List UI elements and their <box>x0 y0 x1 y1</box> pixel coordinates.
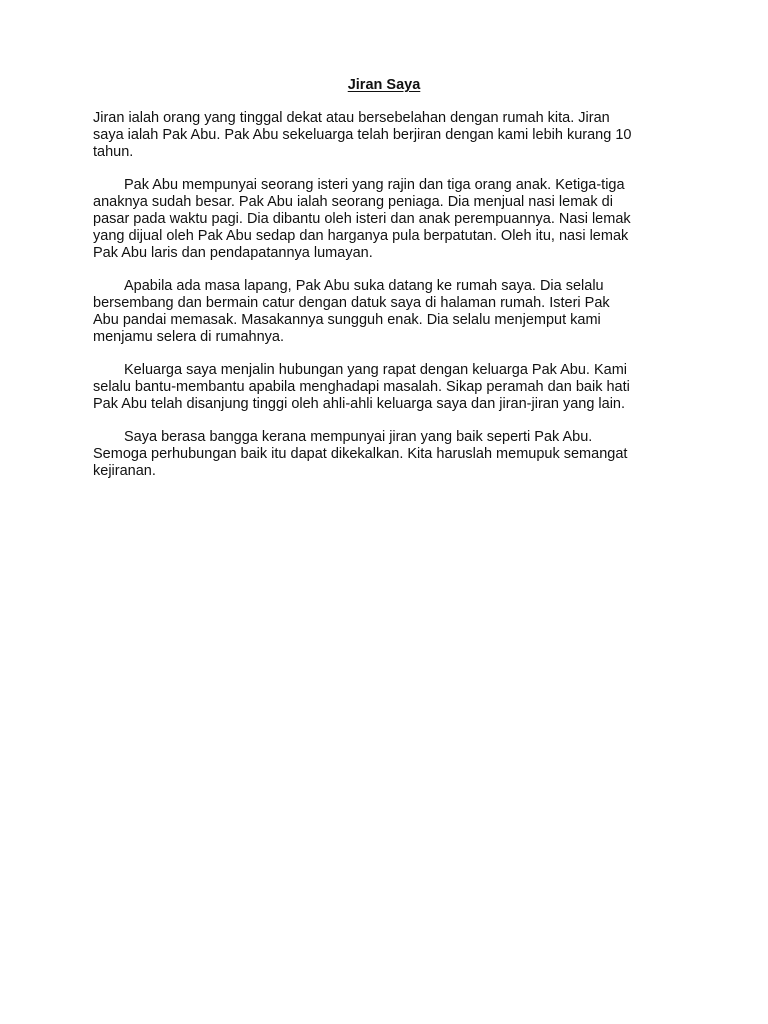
paragraph-4: Keluarga saya menjalin hubungan yang rapat dengan keluarga Pak Abu. Kami selalu bantu-membantu apabila menghadapi masalah. Sikap peramah dan baik hati Pak Abu telah disanjung tinggi oleh ahli-ahli keluarga saya dan jiran-jiran yang lain. <box>93 362 630 412</box>
paragraph-2: Pak Abu mempunyai seorang isteri yang rajin dan tiga orang anak. Ketiga-tiga anaknya sudah besar. Pak Abu ialah seorang peniaga. Dia menjual nasi lemak di pasar pada waktu pagi. Dia dibantu oleh isteri dan anak perempuannya. Nasi lemak yang dijual oleh Pak Abu sedap dan harganya pula berpatutan. Oleh itu, nasi lemak Pak Abu laris dan pendapatannya lumayan. <box>93 177 631 261</box>
paragraph-5: Saya berasa bangga kerana mempunyai jiran yang baik seperti Pak Abu. Semoga perhubungan baik itu dapat dikekalkan. Kita haruslah memupuk semangat kejiranan. <box>93 429 628 479</box>
paragraph-1: Jiran ialah orang yang tinggal dekat atau bersebelahan dengan rumah kita. Jiran saya ialah Pak Abu. Pak Abu sekeluarga telah berjiran dengan kami lebih kurang 10 tahun. <box>93 110 632 160</box>
document-body <box>93 110 683 496</box>
document-title: Jiran Saya <box>347 77 421 93</box>
paragraph-3: Apabila ada masa lapang, Pak Abu suka datang ke rumah saya. Dia selalu bersembang dan bermain catur dengan datuk saya di halaman rumah. Isteri Pak Abu pandai memasak. Masakannya sungguh enak. Dia selalu menjemput kami menjamu selera di rumahnya. <box>93 278 610 345</box>
